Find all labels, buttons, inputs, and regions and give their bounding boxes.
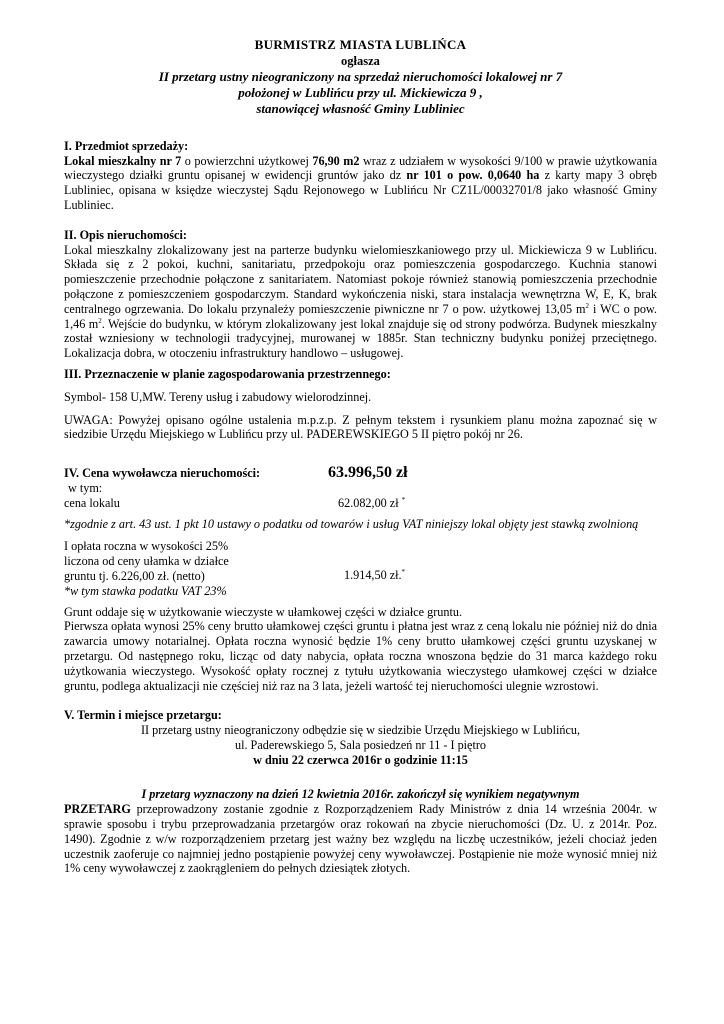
header-title-line3: stanowiącej własność Gminy Lubliniec bbox=[256, 100, 465, 116]
auction-place-line2: ul. Paderewskiego 5, Sala posiedzeń nr 11 - I piętro bbox=[234, 737, 486, 752]
annual-fee-description bbox=[64, 539, 328, 598]
area-value: 76,90 m2 bbox=[312, 153, 360, 168]
section-2-title: II. Opis nieruchomości: bbox=[64, 227, 187, 242]
apartment-price-label: cena lokalu bbox=[64, 495, 120, 510]
superscript: 2 bbox=[98, 316, 102, 325]
price-row bbox=[64, 466, 657, 481]
section-3-title: III. Przeznaczenie w planie zagospodarowania przestrzennego: bbox=[64, 366, 391, 381]
superscript: 2 bbox=[585, 301, 589, 310]
section-1-title: I. Przedmiot sprzedaży: bbox=[64, 138, 189, 153]
section-4-title: IV. Cena wywoławcza nieruchomości: bbox=[64, 466, 261, 481]
auction-date: w dniu 22 czerwca 2016r o godzinie 11:15 bbox=[253, 752, 468, 767]
text: i WC o pow. 1,46 m bbox=[64, 301, 657, 331]
asterisk: * bbox=[401, 495, 406, 504]
zoning-symbol: Symbol- 158 U,MW. Tereny usług i zabudowy wielorodzinnej. bbox=[64, 389, 372, 404]
text: Lokal mieszkalny zlokalizowany jest na parterze budynku wielomieszkaniowego przy ul. Mickiewicza 9 w Lublińcu. Składa się z 2 pokoi, kuchni, sanitariatu, przedpokoju oraz pomieszczenia gospodarczego. Kuchnia stanowi pomieszczenie przechodnie połączone z sanitariatem. Natomiast pokoje również stanowią pomieszczenia przechodnie połączone z pomieszczeniem gospodarczym. Standard wykończenia niski, stara instalacja wewnętrzna W, E, K, brak centralnego ogrzewania. Do lokalu przynależy pomieszczenie piwniczne nr 7 o pow. użytkowej 13,05 m bbox=[64, 242, 657, 316]
text: o powierzchni użytkowej bbox=[181, 153, 313, 168]
header-title-line1: II przetarg ustny nieograniczony na sprzedaż nieruchomości lokalowej nr 7 bbox=[158, 68, 563, 84]
zoning-note: UWAGA: Powyżej opisano ogólne ustalenia m.p.z.p. Z pełnym tekstem i rysunkiem planu można zapoznać się w siedzibie Urzędu Miejskiego w Lublińcu przy ul. PADEREWSKIEGO 5 II piętro pokój nr 26. bbox=[64, 412, 657, 442]
text: wraz z udziałem w wysokości 9/100 w prawie użytkowania wieczystego działki gruntu opisanej w ewidencji gruntów jako dz bbox=[64, 153, 657, 183]
apartment-price-row bbox=[64, 496, 657, 511]
header-announces: ogłasza bbox=[341, 53, 380, 68]
section-1-body bbox=[64, 154, 657, 213]
auction-place-line1: II przetarg ustny nieograniczony odbędzie się w siedzibie Urzędu Miejskiego w Lublińcu, bbox=[140, 723, 581, 738]
text: liczona od ceny ułamka w działce bbox=[64, 554, 229, 569]
text: I opłata roczna w wysokości 25% bbox=[64, 539, 229, 554]
auction-label: PRZETARG bbox=[64, 802, 131, 817]
vat-note: *w tym stawka podatku VAT 23% bbox=[64, 583, 227, 598]
announcement-document bbox=[64, 38, 657, 876]
land-use-paragraph: Grunt oddaje się w użytkowanie wieczyste w ułamkowej części w działce gruntu. bbox=[64, 604, 462, 619]
header-authority: BURMISTRZ MIASTA LUBLIŃCA bbox=[254, 37, 467, 52]
text: gruntu tj. 6.226,00 zł. (netto) bbox=[64, 568, 205, 583]
first-auction-note: I przetarg wyznaczony na dzień 12 kwietnia 2016r. zakończył się wynikiem negatywnym bbox=[141, 787, 580, 802]
text: . Wejście do budynku, w którym zlokalizowany jest lokal znajduje się od strony podwórza. Budynek mieszkalny został wzniesiony w technologii tradycyjnej, murowanej w 1885r. Stan techniczny budynku poniżej przeciętnego. Lokalizacja dobra, w otoczeniu infrastruktury handlowo – usługowej. bbox=[64, 316, 657, 361]
auction-rules-paragraph bbox=[64, 802, 657, 876]
value: 62.082,00 zł bbox=[338, 495, 399, 510]
value: 1.914,50 zł. bbox=[344, 568, 402, 583]
annual-fee-block bbox=[64, 539, 657, 598]
starting-price: 63.996,50 zł bbox=[328, 464, 408, 482]
text: przeprowadzony zostanie zgodnie z Rozporządzeniem Rady Ministrów z dnia 14 września 2004r. w sprawie sposobu i trybu przeprowadzania przetargów oraz rokowań na zbycie nieruchomości (Dz. U. z 2014r. Poz. 1490). Zgodnie z w/w rozporządzeniem przetarg jest ważny bez względu na liczbę uczestników, jeżeli chociaż jeden uczestnik zaoferuje co najmniej jedno postąpienie powyżej ceny wywoławczej. Postąpienie nie może wynosić mniej niż 1% ceny wywoławczej z zaokrągleniem do pełnych dziesiątek złotych. bbox=[64, 802, 657, 876]
fee-paragraph: Pierwsza opłata wynosi 25% ceny brutto ułamkowej części gruntu i płatna jest wraz z ceną lokalu nie później niż do dnia zawarcia umowy notarialnej. Opłata roczna wynosić będzie 1% ceny brutto ułamkowej części gruntu uzyskanej w przetargu. Od następnego roku, licząc od daty nabycia, opłata roczna wnoszona będzie do 31 marca każdego roku użytkowania wieczystego. Wysokość opłaty rocznej z tytułu użytkowania wieczystego ułamkowej części w działce gruntu, podlega aktualizacji nie częściej niż raz na 3 lata, jeżeli wartość tej nieruchomości ulegnie wzrostowi. bbox=[64, 619, 657, 693]
section-5-title: V. Termin i miejsce przetargu: bbox=[64, 708, 222, 723]
annual-fee-value bbox=[328, 539, 405, 598]
in-that-label: w tym: bbox=[68, 480, 103, 495]
apartment-label: Lokal mieszkalny nr 7 bbox=[64, 153, 182, 168]
section-2-body bbox=[64, 243, 657, 361]
apartment-price-value bbox=[328, 496, 405, 511]
header-title-line2: położonej w Lublińcu przy ul. Mickiewicza 9 , bbox=[238, 84, 483, 100]
text: z karty mapy 3 obręb Lubliniec, opisana w księdze wieczystej Sądu Rejonowego w Lublińcu Nr CZ1L/00032701/8 jako własność Gminy Lubliniec. bbox=[64, 168, 658, 212]
plot-number: nr 101 o pow. 0,0640 ha bbox=[406, 168, 540, 183]
asterisk: * bbox=[401, 568, 406, 577]
vat-footnote: *zgodnie z art. 43 ust. 1 pkt 10 ustawy o podatku od towarów i usług VAT niniejszy lokal objęty jest stawką zwolnioną bbox=[64, 516, 639, 531]
